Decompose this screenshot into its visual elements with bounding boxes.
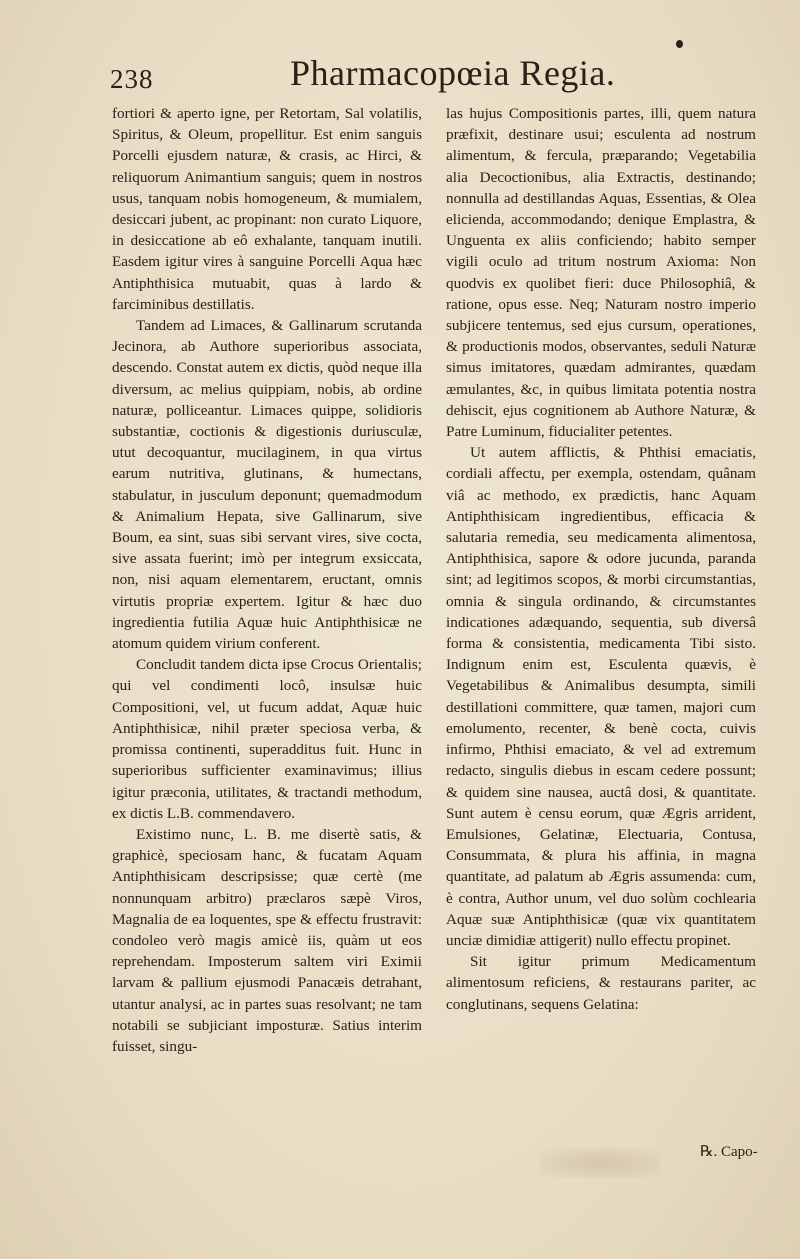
paragraph: las hujus Compositionis partes, illi, quem natura præfixit, destinare usui; esculenta ad nostrum alimentum, & fercula, præparando; Vegetabilia alia Decoctionibus, alia Extractis, destinando; nonnulla ad destillandas Aquas, Essentias, & Olea elicienda, accommodando; denique Emplastra, & Unguenta ex aliis conficiendo; habito semper vigili oculo ad tritum nostrum Axioma: Non quodvis ex quolibet fieri: duce Philosophiâ, & ratione, opus esse. Neq; Naturam nostro imperio subjicere tentemus, sed ejus cursum, operationes, & productionis modos, observantes, seduli Naturæ simus imitatores, quædam admirantes, quædam æmulantes, &c, in quibus limitata potentia nostra dehiscit, ejus cognitionem ab Authore Naturæ, & Patre Luminum, fiducialiter petentes. — [446, 105, 756, 441]
ink-spot — [676, 40, 683, 48]
running-title: Pharmacopœia Regia. — [290, 53, 616, 93]
paragraph: Sit igitur primum Medicamentum alimentosum reficiens, & restaurans pariter, ac conglutinans, sequens Gelatina: — [446, 953, 756, 1013]
page-header — [110, 52, 710, 98]
paragraph: Concludit tandem dicta ipse Crocus Orientalis; qui vel condimenti locô, insulsæ huic Compositioni, vel, ut fucum addat, Aquæ huic Antiphthisicæ, nihil præter speciosa verba, & promissa continenti, superadditus fuit. Hunc in superioribus sufficienter examinavimus; illius igitur præconia, utilitates, & tractandi methodum, ex dictis L.B. commendavero. — [112, 656, 422, 822]
paragraph: Tandem ad Limaces, & Gallinarum scrutanda Jecinora, ab Authore superioribus associata, descendo. Constat autem ex dictis, quòd neque illa diversum, ac melius quippiam, nobis, ab ordine naturæ, polliceantur. Limaces quippe, solidioris substantiæ, coctionis & digestionis duriusculæ, utut decoquantur, mucilaginem, in qua virtus earum nutritiva, glutinans, & humectans, stabulatur, in jusculum deponunt; quemadmodum & Animalium Hepata, sive Gallinarum, sive Boum, ea sint, suas sibi servant vires, sive cocta, sive assata fuerint; imò per integrum exsiccata, non, nisi aquam elementarem, eructant, omnis virtutis propriæ expertem. Igitur & hæc duo ingredientia futilia Aquæ huic Antiphthisicæ ne atomum quidem virium conferent. — [112, 317, 422, 653]
paragraph: fortiori & aperto igne, per Retortam, Sal volatilis, Spiritus, & Oleum, propellitur. Est enim sanguis Porcelli ejusdem naturæ, & crasis, ac Hirci, & reliquorum Animantium sanguis; quem in nostros usus, tanquam nobis homogeneum, & mumialem, desiccari jubent, ac propinant: non curato Liquore, in desiccatione ab eô exhalante, tanquam inutili. Easdem igitur vires à sanguine Porcelli Aqua hæc Antiphthisica mutuabit, quas à lardo & farciminibus destillatis. — [112, 105, 422, 313]
right-column — [446, 103, 756, 1015]
page-number: 238 — [110, 64, 154, 94]
paragraph: Existimo nunc, L. B. me disertè satis, & graphicè, speciosam hanc, & fucatam Aquam Antiphthisicam descripsisse; quæ certè (me nonnunquam arbitro) præclaros sæpè Viros, Magnalia de ea loquentes, spe & effectu frustravit: condoleo verò magis amicè iis, quàm ut eos reprehendam. Imposterum saltem viri Eximii larvam & pallium ejusmodi Panacæis detrahant, utantur analysi, ac in partes suas resolvant; ne tam notabili se subjiciant imposturæ. Satius interim fuisset, singu- — [112, 825, 422, 1055]
paper-stain — [540, 1148, 660, 1178]
paragraph: Ut autem afflictis, & Phthisi emaciatis, cordiali affectu, per exempla, ostendam, quânam viâ ac methodo, ex prædictis, hanc Aquam Antiphthisicam ingredientibus, efficacia & salutaria remedia, seu medicamenta alimentosa, Antiphthisica, sapore & odore jucunda, paranda sint; ad legitimos scopos, & morbi circumstantias, omnia & singula ordinando, & circumstantes indicationes adæquando, sequentia, sub diversâ forma & consistentia, medicamenta Tibi sisto. Indignum enim est, Esculenta quævis, è Vegetabilibus & Animalibus desumpta, simili destillationi committere, quæ tamen, majori cum emolumento, recenter, & benè cocta, cuivis infirmo, Phthisi emaciato, & vel ad extremum redacto, singulis diebus in escam cedere possunt; & quidem sine nausea, auctâ dosi, & quantitate. Sunt autem è censu eorum, quæ Ægris arrident, Emulsiones, Gelatinæ, Electuaria, Contusa, Consummata, & plura his affinia, in magna quantitate, ad palatum ab Ægris assumenda: cum, è contra, Author unum, vel duo solùm cochlearia Aquæ suæ Antiphthisicæ (quæ vix quantitatem unciæ dimidiæ attigerit) nullo effectu propinet. — [446, 444, 756, 949]
left-column — [112, 103, 422, 1057]
catchword: ℞. Capo- — [700, 1144, 758, 1160]
